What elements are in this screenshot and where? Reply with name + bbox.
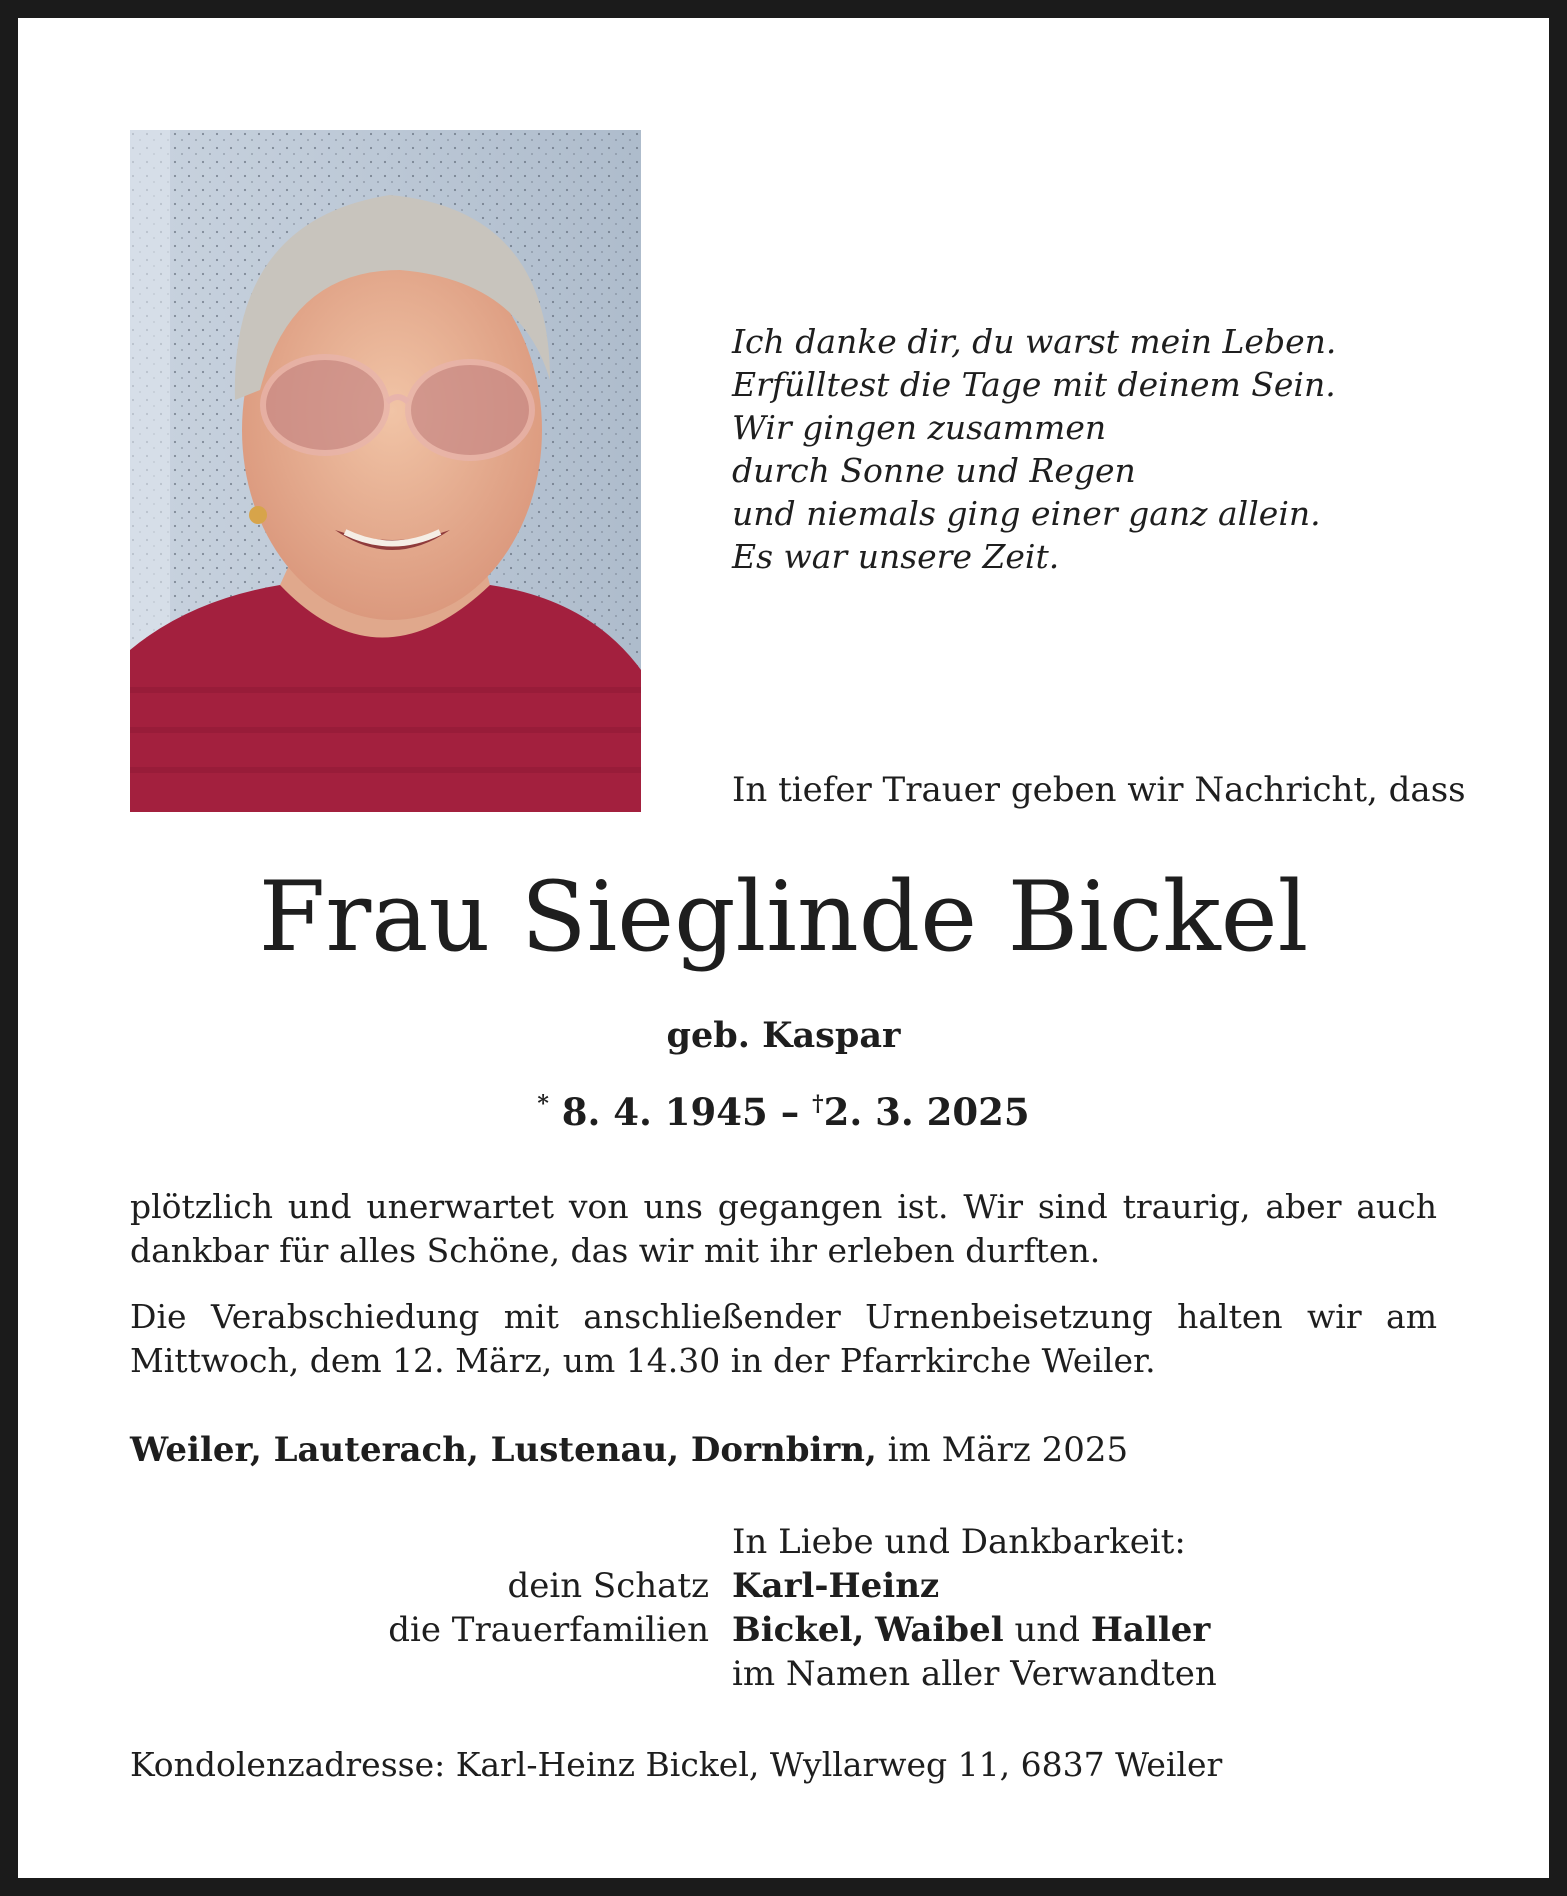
- birth-symbol: *: [537, 1091, 549, 1117]
- poem-line: Ich danke dir, du warst mein Leben.: [732, 322, 1337, 361]
- birth-date: 8. 4. 1945: [561, 1090, 768, 1134]
- poem-line: und niemals ging einer ganz allein.: [732, 494, 1321, 533]
- funeral-details-paragraph: Die Verabschiedung mit anschließender Urnenbeisetzung halten wir am Mittwoch, dem 12. März, um 14.30 in der Pfarrkirche Weiler.: [130, 1297, 1437, 1380]
- signature-heading: In Liebe und Dankbarkeit:: [732, 1522, 1186, 1562]
- date-separator: –: [780, 1090, 800, 1134]
- poem: [732, 320, 1336, 578]
- portrait-photo: [130, 130, 641, 812]
- signature-block: [0, 1520, 1567, 1696]
- family-names: [732, 1608, 1210, 1652]
- condolence-address: Kondolenzadresse: Karl-Heinz Bickel, Wyllarweg 11, 6837 Weiler: [130, 1745, 1223, 1784]
- life-dates: [0, 1090, 1567, 1134]
- families-label: die Trauerfamilien: [388, 1610, 709, 1650]
- place-and-date: [130, 1430, 1128, 1470]
- places: Weiler, Lauterach, Lustenau, Dornbirn,: [130, 1430, 877, 1470]
- partner-name: Karl-Heinz: [732, 1566, 940, 1606]
- place-date: im März 2025: [887, 1430, 1129, 1470]
- family-and: und: [1014, 1610, 1080, 1650]
- poem-line: Wir gingen zusammen: [732, 408, 1107, 447]
- family-name-2: Waibel: [875, 1610, 1004, 1650]
- partner-label: dein Schatz: [507, 1566, 709, 1606]
- maiden-name: geb. Kaspar: [666, 1015, 901, 1056]
- announcement-paragraph: plötzlich und unerwartet von uns gegangen ist. Wir sind traurig, aber auch dankbar für alles Schöne, das wir mit ihr erleben durften.: [130, 1187, 1437, 1270]
- poem-line: durch Sonne und Regen: [732, 451, 1136, 490]
- family-name-1: Bickel,: [732, 1610, 865, 1650]
- announcement-intro: In tiefer Trauer geben wir Nachricht, dass: [732, 770, 1466, 810]
- deceased-name: Frau Sieglinde Bickel: [258, 861, 1309, 973]
- death-date: 2. 3. 2025: [823, 1090, 1030, 1134]
- death-symbol: †: [812, 1091, 824, 1117]
- relatives-line: im Namen aller Verwandten: [732, 1654, 1217, 1694]
- family-name-3: Haller: [1090, 1610, 1211, 1650]
- poem-line: Es war unsere Zeit.: [732, 537, 1060, 576]
- poem-line: Erfülltest die Tage mit deinem Sein.: [732, 365, 1336, 404]
